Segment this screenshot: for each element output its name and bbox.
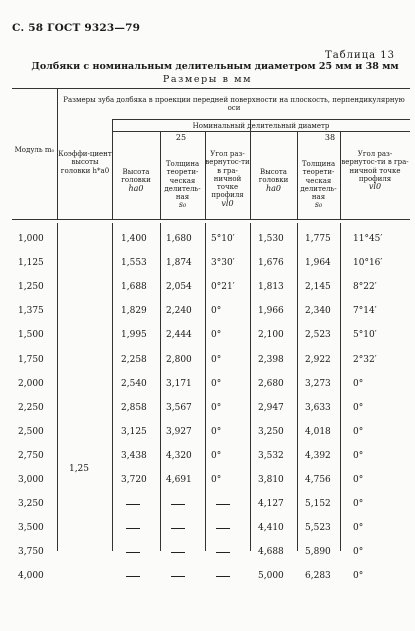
table-cell: 4,000	[18, 571, 44, 582]
table-cell: 2,800	[166, 354, 192, 365]
table-cell: 4,320	[166, 450, 192, 461]
table-cell: 3,125	[121, 426, 147, 437]
table-cell: 1,375	[18, 306, 44, 317]
table-cell: 1,874	[166, 258, 192, 269]
dash-cell	[216, 504, 230, 505]
table-cell: 0°	[353, 378, 364, 389]
table-cell: 2,240	[166, 306, 192, 317]
table-cell: 3,750	[18, 547, 44, 558]
table-cell: 0°	[211, 354, 222, 365]
table-cell: 2,444	[166, 330, 192, 341]
header-angle-38: Угол раз-вернутос-ти в гра-ничной точке профиля vl0	[341, 150, 409, 192]
table-cell: 1,688	[121, 282, 147, 293]
table-cell: 4,127	[258, 499, 284, 510]
table-cell: 3,500	[18, 523, 44, 534]
dash-cell	[171, 552, 185, 553]
dash-cell	[126, 528, 140, 529]
header-thickness-38: Толщина теорети-ческая делитель-ная s₀	[300, 160, 337, 210]
header-height-25: Высота головки ha0	[121, 168, 151, 193]
header-module: Модуль m₀	[14, 146, 55, 154]
table-cell: 2,858	[121, 402, 147, 413]
table-cell: 1,750	[18, 354, 44, 365]
dash-cell	[171, 576, 185, 577]
header-thickness-25: Толщина теорети-ческая делитель-ная s₀	[164, 160, 201, 210]
table-cell: 1,813	[258, 282, 284, 293]
table-label: Таблица 13	[325, 50, 395, 61]
dash-cell	[126, 576, 140, 577]
table-cell: 11°45′	[353, 234, 383, 244]
table-cell: 0°	[353, 475, 364, 485]
header-d25: 25	[175, 133, 187, 142]
dash-cell	[126, 504, 140, 505]
table-cell: 2,100	[258, 330, 284, 341]
table-cell: 2,340	[305, 306, 331, 317]
table-cell: 8°22′	[353, 282, 377, 293]
table-cell: 1,676	[258, 258, 284, 269]
header-diameter: Номинальный делительный диаметр	[192, 122, 330, 130]
table-cell: 3,438	[121, 450, 147, 461]
table-cell: 3,633	[305, 402, 331, 413]
table-cell: 2,145	[305, 282, 331, 293]
table-cell: 0°	[211, 330, 222, 341]
table-cell: 2,000	[18, 378, 44, 389]
header-height-38: Высота головки ha0	[258, 168, 289, 193]
table-cell: 6,283	[305, 571, 331, 582]
table-cell: 0°	[211, 378, 222, 389]
table-cell: 1,553	[121, 258, 147, 269]
dash-cell	[126, 552, 140, 553]
table-cell: 5,000	[258, 571, 284, 582]
table-cell: 3,273	[305, 378, 331, 389]
table-cell: 1,966	[258, 306, 284, 317]
table-cell: 0°	[353, 571, 364, 582]
table-cell: 2,398	[258, 354, 284, 365]
table-cell: 1,250	[18, 282, 44, 293]
table-cell: 2,922	[305, 354, 331, 365]
table-cell: 2°32′	[353, 354, 377, 365]
dash-cell	[216, 552, 230, 553]
table-subtitle: Размеры в мм	[162, 74, 253, 85]
table-cell: 1,680	[166, 234, 192, 244]
table-cell: 1,125	[18, 258, 44, 269]
table-cell: 4,691	[166, 475, 192, 485]
table-cell: 1,995	[121, 330, 147, 341]
table-cell: 5,152	[305, 499, 331, 510]
table-cell: 3,927	[166, 426, 192, 437]
table-cell: 4,410	[258, 523, 284, 534]
table-cell: 3,000	[18, 475, 44, 485]
table-cell: 0°	[211, 402, 222, 413]
table-cell: 2,750	[18, 450, 44, 461]
table-header	[12, 88, 410, 223]
table-cell: 1,000	[18, 234, 44, 244]
table-cell: 3,810	[258, 475, 284, 485]
header-d38: 38	[324, 133, 336, 142]
table-cell: 2,540	[121, 378, 147, 389]
table-cell: 4,392	[305, 450, 331, 461]
table-title: Долбяки с номинальным делительным диаметром 25 мм и 38 мм	[31, 61, 399, 72]
table-cell: 3,532	[258, 450, 284, 461]
table-cell: 0°	[353, 426, 364, 437]
table-cell: 0°	[211, 426, 222, 437]
table-cell: 2,250	[18, 402, 44, 413]
table-cell: 3,567	[166, 402, 192, 413]
table-cell: 2,054	[166, 282, 192, 293]
table-cell: 5°10′	[353, 330, 377, 341]
table-cell: 5,523	[305, 523, 331, 534]
table-cell: 3,171	[166, 378, 192, 389]
table-cell: 0°	[353, 523, 364, 534]
table-cell: 2,680	[258, 378, 284, 389]
table-cell: 3°30′	[211, 258, 235, 269]
table-cell: 1,400	[121, 234, 147, 244]
table-cell: 4,688	[258, 547, 284, 558]
table-cell: 0°	[353, 547, 364, 558]
table-cell: 2,258	[121, 354, 147, 365]
table-cell: 1,530	[258, 234, 284, 244]
table-cell: 0°	[211, 475, 222, 485]
table-cell: 3,720	[121, 475, 147, 485]
table-cell: 2,500	[18, 426, 44, 437]
table-cell: 0°	[211, 306, 222, 317]
table-cell: 4,756	[305, 475, 331, 485]
header-span: Размеры зуба долбяка в проекции передней поверхности на плоскость, перпендикулярную оси	[63, 96, 405, 113]
table-cell: 4,018	[305, 426, 331, 437]
table-cell: 5°10′	[211, 234, 235, 244]
coefficient-value: 1,25	[68, 464, 90, 474]
table-cell: 1,829	[121, 306, 147, 317]
table-cell: 0°	[211, 450, 222, 461]
table-cell: 5,890	[305, 547, 331, 558]
dash-cell	[216, 528, 230, 529]
dash-cell	[171, 504, 185, 505]
table-cell: 0°21′	[211, 282, 235, 293]
header-coefficient: Коэффи-циент высоты головки h*a0	[58, 150, 112, 175]
dash-cell	[216, 576, 230, 577]
table-cell: 0°	[353, 499, 364, 510]
table-cell: 3,250	[258, 426, 284, 437]
table-cell: 2,523	[305, 330, 331, 341]
table-cell: 7°14′	[353, 306, 377, 317]
table-cell: 3,250	[18, 499, 44, 510]
table-cell: 0°	[353, 402, 364, 413]
table-cell: 0°	[353, 450, 364, 461]
table-cell: 1,775	[305, 234, 331, 244]
table-cell: 1,964	[305, 258, 331, 269]
table-cell: 10°16′	[353, 258, 383, 269]
table-cell: 1,500	[18, 330, 44, 341]
page-header: С. 58 ГОСТ 9323—79	[12, 22, 141, 34]
dash-cell	[171, 528, 185, 529]
header-angle-25: Угол раз-вернутос-ти в гра-ничной точке профиля vl0	[205, 150, 250, 208]
table-cell: 2,947	[258, 402, 284, 413]
